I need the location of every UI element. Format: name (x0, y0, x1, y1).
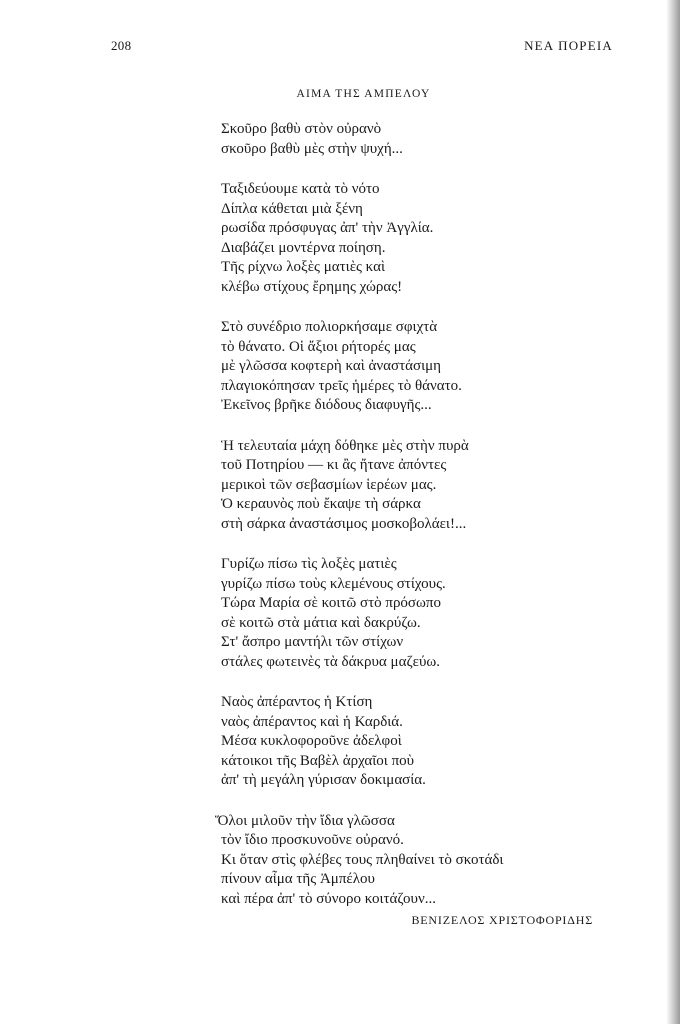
poem-line: καὶ πέρα ἀπ' τὸ σύνορο κοιτάζουν... (221, 890, 436, 907)
poem-line: Ὁ κεραυνὸς ποὺ ἔκαψε τὴ σάρκα (221, 496, 421, 512)
poem-line: Τῆς ρίχνω λοξὲς ματιὲς καὶ (221, 259, 386, 275)
journal-running-head: ΝΕΑ ΠΟΡΕΙΑ (524, 38, 613, 53)
poem-line: Δίπλα κάθεται μιὰ ξένη (221, 200, 363, 217)
poem-line: Διαβάζει μοντέρνα ποίηση. (221, 239, 386, 256)
poem-line: τοῦ Ποτηρίου — κι ἂς ἤτανε ἀπόντες (221, 457, 447, 473)
poem-line: πίνουν αἷμα τῆς Ἀμπέλου (221, 871, 375, 887)
poem-line: Ταξιδεύουμε κατὰ τὸ νότο (221, 181, 380, 197)
poem-line: Γυρίζω πίσω τὶς λοξὲς ματιὲς (221, 556, 397, 572)
stanza (221, 437, 621, 535)
poem-line: Στ' ἄσπρο μαντήλι τῶν στίχων (221, 634, 404, 650)
poem-line: μερικοὶ τῶν σεβασμίων ἱερέων μας. (221, 476, 437, 493)
stanza (221, 318, 621, 416)
stanza (221, 555, 621, 672)
stanza (221, 693, 621, 791)
stanza (215, 812, 621, 910)
poem-line: τὸν ἴδιο προσκυνοῦνε οὐρανό. (221, 832, 404, 848)
poem-line: μὲ γλῶσσα κοφτερὴ καὶ ἀναστάσιμη (221, 358, 441, 374)
poem-line: Μέσα κυκλοφοροῦνε ἀδελφοὶ (221, 733, 402, 749)
poem-body (215, 120, 621, 930)
poem-line: ρωσίδα πρόσφυγας ἀπ' τὴν Ἀγγλία. (221, 220, 434, 236)
poem-line: τὸ θάνατο. Οἱ ἄξιοι ρήτορές μας (221, 338, 416, 355)
poem-line: στάλες φωτεινὲς τὰ δάκρυα μαζεύω. (221, 653, 441, 670)
poem-line: σὲ κοιτῶ στὰ μάτια καὶ δακρύζω. (221, 614, 421, 631)
poem-line: Ναὸς ἀπέραντος ἡ Κτίση (221, 694, 373, 710)
poem-line: Ὅλοι μιλοῦν τὴν ἴδια γλῶσσα (215, 812, 395, 829)
stanza (221, 120, 621, 159)
page-number: 208 (111, 38, 132, 53)
poem-line: ναὸς ἀπέραντος καὶ ἡ Καρδιά. (221, 713, 403, 730)
poem-line: Τώρα Μαρία σὲ κοιτῶ στὸ πρόσωπο (221, 595, 441, 611)
page-edge-shadow (666, 0, 680, 1024)
poem-line: Ἐκεῖνος βρῆκε διόδους διαφυγῆς... (221, 397, 432, 413)
poem-line: γυρίζω πίσω τοὺς κλεμένους στίχους. (221, 575, 446, 592)
poem-line: Κι ὅταν στὶς φλέβες τους πληθαίνει τὸ σκοτάδι (221, 851, 504, 868)
poem-title: ΑΙΜΑ ΤΗΣ ΑΜΠΕΛΟΥ (296, 88, 431, 100)
poem-line: κάτοικοι τῆς Βαβὲλ ἀρχαῖοι ποὺ (221, 752, 415, 769)
poem-line: πλαγιοκόπησαν τρεῖς ἡμέρες τὸ θάνατο. (221, 377, 462, 394)
poem-line: Σκοῦρο βαθὺ στὸν οὐρανὸ (221, 121, 382, 137)
stanza (221, 180, 621, 297)
poem-author: ΒΕΝΙΖΕΛΟΣ ΧΡΙΣΤΟΦΟΡΙΔΗΣ (411, 913, 593, 927)
poem-line: κλέβω στίχους ἔρημης χώρας! (221, 278, 403, 295)
poem-line: Στὸ συνέδριο πολιορκήσαμε σφιχτὰ (221, 319, 438, 335)
poem-line: Ἡ τελευταία μάχη δόθηκε μὲς στὴν πυρὰ (221, 437, 469, 454)
poem-line: στὴ σάρκα ἀναστάσιμος μοσκοβολάει!... (221, 515, 467, 532)
poem-line: σκοῦρο βαθὺ μὲς στὴν ψυχή... (221, 140, 403, 157)
poem-line: ἀπ' τὴ μεγάλη γύρισαν δοκιμασία. (221, 772, 426, 788)
